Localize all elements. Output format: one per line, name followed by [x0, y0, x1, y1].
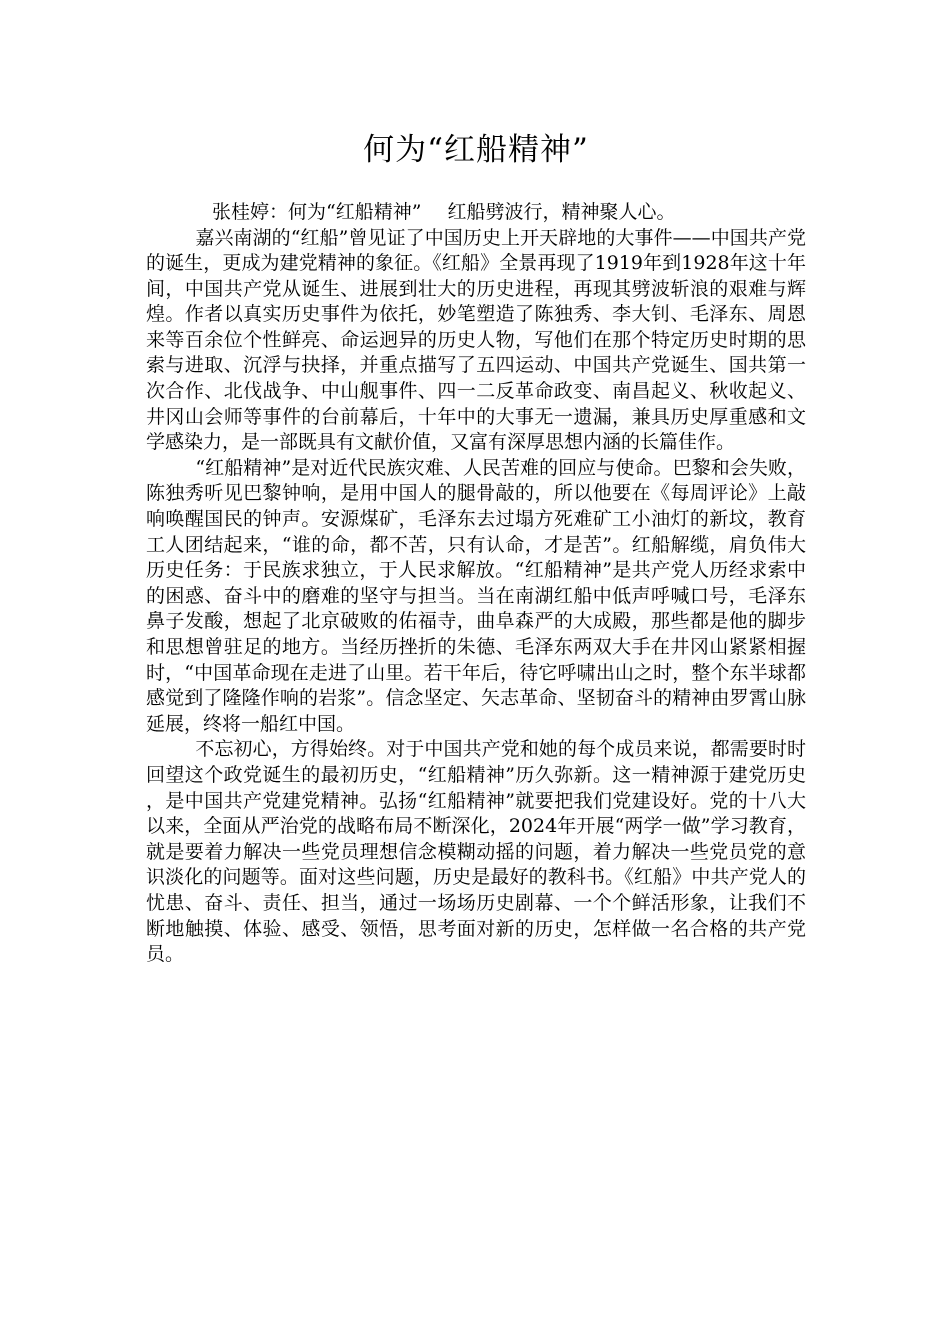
paragraph-1: 嘉兴南湖的“红船”曾见证了中国历史上开天辟地的大事件——中国共产党的诞生，更成为建党精神的象征。《红船》全景再现了1919年到1928年这十年间，中国共产党从诞生、进展到壮大的历史进程，再现其劈波斩浪的艰难与辉煌。作者以真实历史事件为依托，妙笔塑造了陈独秀、李大钊、毛泽东、周恩来等百余位个性鲜亮、命运迥异的历史人物，写他们在那个特定历史时期的思索与进取、沉浮与抉择，并重点描写了五四运动、中国共产党诞生、国共第一次合作、北伐战争、中山舰事件、四一二反革命政变、南昌起义、秋收起义、井冈山会师等事件的台前幕后，十年中的大事无一遗漏，兼具历史厚重感和文学感染力，是一部既具有文献价值，又富有深厚思想内涵的长篇佳作。	[146, 226, 806, 454]
paragraph-2: “红船精神”是对近代民族灾难、人民苦难的回应与使命。巴黎和会失败，陈独秀听见巴黎钟响，是用中国人的腿骨敲的，所以他要在《每周评论》上敲响唤醒国民的钟声。安源煤矿，毛泽东去过塌方死难矿工小油灯的新坟，教育工人团结起来，“谁的命，都不苦，只有认命，才是苦”。红船解缆，肩负伟大历史任务：于民族求独立，于人民求解放。“红船精神”是共产党人历经求索中的困惑、奋斗中的磨难的坚守与担当。当在南湖红船中低声呼喊口号，毛泽东鼻子发酸，想起了北京破败的佑福寺，曲阜森严的大成殿，那些都是他的脚步和思想曾驻足的地方。当经历挫折的朱德、毛泽东两双大手在井冈山紧紧相握时，“中国革命现在走进了山里。若干年后，待它呼啸出山之时，整个东半球都感觉到了隆隆作响的岩浆”。信念坚定、矢志革命、坚韧奋斗的精神由罗霄山脉延展，终将一船红中国。	[146, 456, 806, 735]
byline	[146, 200, 806, 226]
document-title: 何为“红船精神”	[363, 132, 589, 168]
paragraph-3: 不忘初心，方得始终。对于中国共产党和她的每个成员来说，都需要时时回望这个政党诞生的最初历史，“红船精神”历久弥新。这一精神源于建党历史，是中国共产党建党精神。弘扬“红船精神”就要把我们党建设好。党的十八大以来，全面从严治党的战略布局不断深化，2024年开展“两学一做”学习教育，就是要着力解决一些党员理想信念模糊动摇的问题，着力解决一些党员党的意识淡化的问题等。面对这些问题，历史是最好的教科书。《红船》中共产党人的忧患、奋斗、责任、担当，通过一场场历史剧幕、一个个鲜活形象，让我们不断地触摸、体验、感受、领悟，思考面对新的历史，怎样做一名合格的共产党员。	[146, 738, 806, 966]
document-page	[146, 128, 806, 968]
byline-author-title: 张桂婷：何为“红船精神”	[212, 201, 422, 223]
byline-tagline: 红船劈波行，精神聚人心。	[447, 201, 676, 223]
